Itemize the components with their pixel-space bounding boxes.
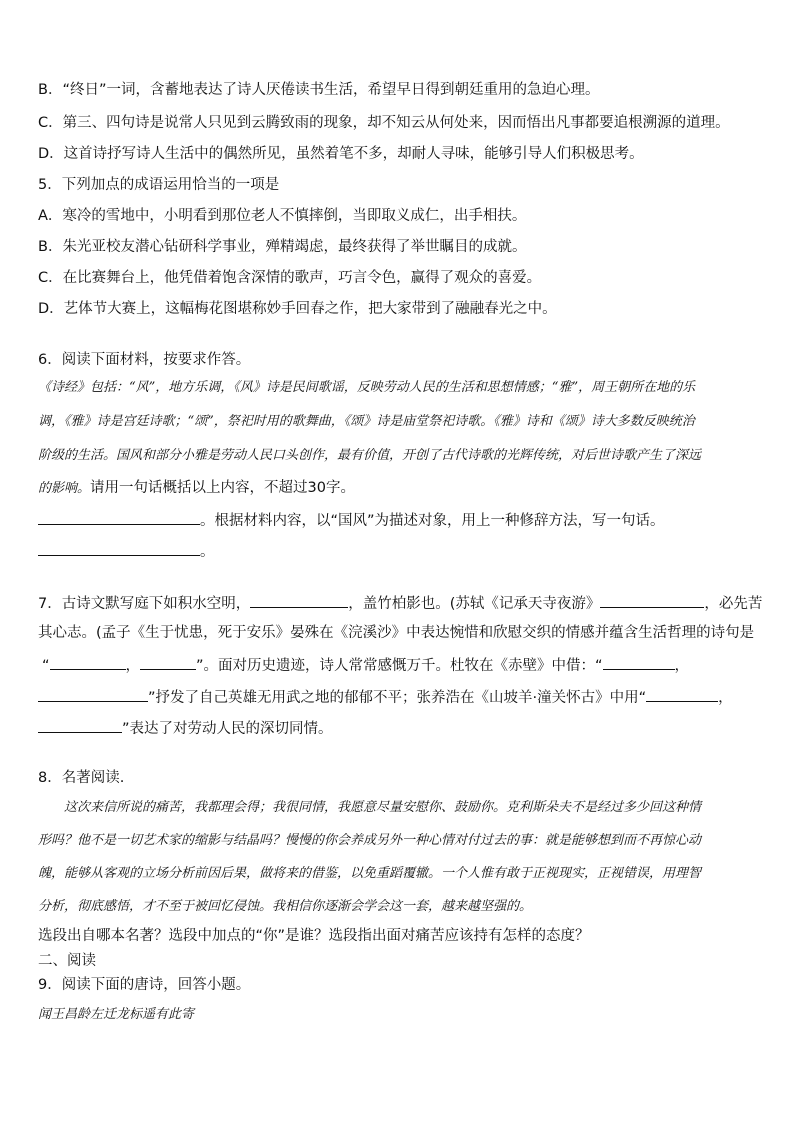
answer-blank[interactable] [140,654,196,670]
q7-line-5 [38,717,333,739]
q8-passage-line: 这次来信所说的痛苦，我都理会得；我很同情，我愿意尽量安慰你、鼓励你。克利斯朵夫不是经过多少回这种情 [64,800,702,815]
q5-stem: 5．下列加点的成语运用恰当的一项是 [38,177,280,193]
q6-material-line: 调，《雅》诗是宫廷诗歌；“颂”，祭祀时用的歌舞曲，《颂》诗是庙堂祭祀诗歌。《雅》诗和《颂》诗大多数反映统治 [38,414,695,429]
q7-text: ”。面对历史遗迹，诗人常常感慨万千。杜牧在《赤壁》中借：“ [196,658,603,674]
q6-material-line: 阶级的生活。国风和部分小雅是劳动人民口头创作，最有价值，开创了古代诗歌的光辉传统，对后世诗歌产生了深远 [38,448,702,463]
poem-title: 闻王昌龄左迁龙标遥有此寄 [38,1007,195,1022]
q4-option-d: D．这首诗抒写诗人生活中的偶然所见，虽然着笔不多，却耐人寻味，能够引导人们积极思考。 [38,146,644,162]
q6-answer-line [38,540,215,562]
q7-line-3 [38,654,689,676]
q5-option-a: A．寒冷的雪地中，小明看到那位老人不慎摔倒，当即取义成仁，出手相扶。 [38,208,527,224]
answer-blank[interactable] [50,654,126,670]
answer-blank[interactable] [603,654,675,670]
q6-task-2-line [38,509,665,531]
q6-task-2: 。根据材料内容，以“国风”为描述对象，用上一种修辞方法，写一句话。 [200,513,665,529]
answer-blank[interactable] [38,686,148,702]
q6-task-1: 请用一句话概括以上内容，不超过30字。 [90,480,355,496]
q7-text: ， [718,690,733,706]
q5-option-c: C．在比赛舞台上，他凭借着饱含深情的歌声，巧言令色，赢得了观众的喜爱。 [38,270,542,286]
q7-text: ”抒发了自己英雄无用武之地的郁郁不平；张养浩在《山坡羊·潼关怀古》中用“ [148,690,647,706]
answer-blank[interactable] [38,509,200,525]
q7-line-1 [38,592,762,614]
answer-blank[interactable] [646,686,718,702]
q4-option-c: C．第三、四句诗是说常人只见到云腾致雨的现象，却不知云从何处来，因而悟出凡事都要追根溯源的道理。 [38,115,730,131]
q7-text: ，盖竹柏影也。(苏轼《记承天寺夜游》 [348,596,601,612]
q7-text: 7．古诗文默写庭下如积水空明， [38,596,251,612]
q5-option-d: D．艺体节大赛上，这幅梅花图堪称妙手回春之作，把大家带到了融融春光之中。 [38,301,557,317]
section-title: 二、阅读 [38,953,96,969]
q9-stem: 9．阅读下面的唐诗，回答小题。 [38,977,251,993]
q6-material-line: 《诗经》包括：“风”，地方乐调，《风》诗是民间歌谣，反映劳动人民的生活和思想情感；“雅”，周王朝所在地的乐 [38,380,696,395]
q7-line-4 [38,686,733,708]
q7-text: ， [125,658,141,674]
q6-material-tail [38,478,355,499]
answer-blank[interactable] [38,540,200,556]
q7-line-2: 其心志。(孟子《生于忧患，死于安乐》晏殊在《浣溪沙》中表达惋惜和欣慰交织的情感并蕴含生活哲理的诗句是 [38,625,755,641]
q8-question: 选段出自哪本名著？选段中加点的“你”是谁？选段指出面对痛苦应该持有怎样的态度？ [38,928,590,944]
answer-blank[interactable] [38,717,122,733]
q6-end: 。 [200,544,215,560]
q8-passage-line: 分析，彻底感悟，才不至于被回忆侵蚀。我相信你逐渐会学会这一套，越来越坚强的。 [38,899,533,914]
q5-option-b: B．朱光亚校友潜心钻研科学事业，殚精竭虑，最终获得了举世瞩目的成就。 [38,239,527,255]
q8-passage-line: 魄，能够从客观的立场分析前因后果，做将来的借鉴，以免重蹈覆辙。一个人惟有敢于正视现实，正视错误，用理智 [38,866,702,881]
q8-passage-line: 形吗？他不是一切艺术家的缩影与结晶吗？慢慢的你会养成另外一种心情对付过去的事：就是能够想到而不再惊心动 [38,833,702,848]
q8-stem: 8．名著阅读. [38,770,125,786]
answer-blank[interactable] [250,592,348,608]
answer-blank[interactable] [600,592,704,608]
q7-text: “ [42,658,50,674]
q7-text: ，必先苦 [704,596,763,612]
q4-option-b: B．“终日”一词，含蓄地表达了诗人厌倦读书生活，希望早日得到朝廷重用的急迫心理。 [38,82,600,98]
q6-material-end: 的影响。 [38,481,91,496]
q7-text: ， [674,658,690,674]
q6-stem: 6．阅读下面材料，按要求作答。 [38,352,251,368]
q7-text: ”表达了对劳动人民的深切同情。 [122,721,333,737]
